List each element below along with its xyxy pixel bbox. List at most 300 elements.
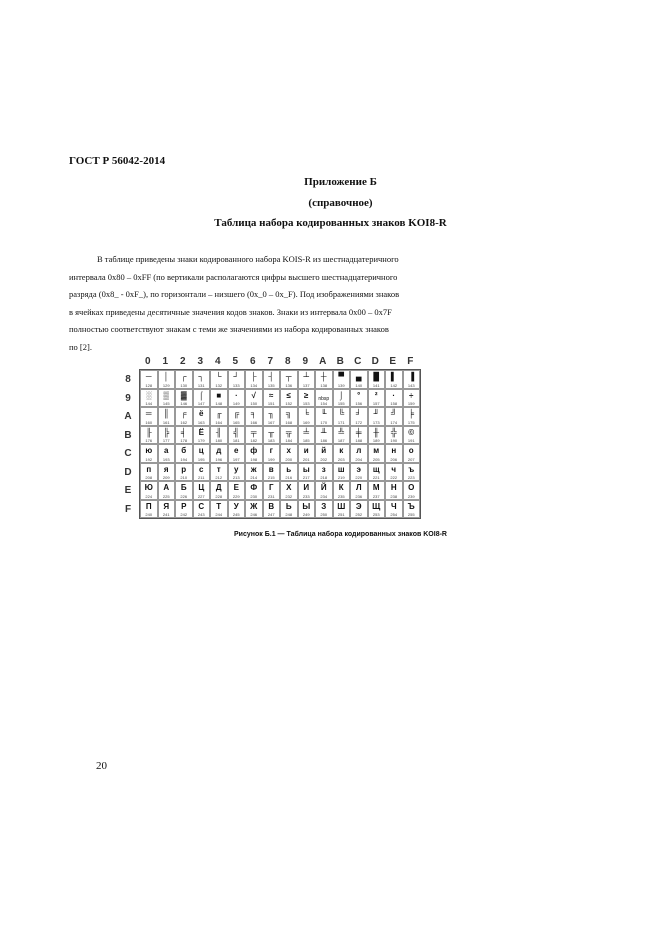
cell-glyph: ╠ bbox=[163, 427, 170, 437]
cell-code: 238 bbox=[390, 493, 398, 499]
code-cell bbox=[403, 481, 421, 500]
column-header: C bbox=[354, 356, 362, 367]
cell-glyph: р bbox=[181, 464, 187, 474]
cell-code: 132 bbox=[215, 382, 223, 388]
code-cell bbox=[263, 426, 281, 445]
cell-glyph: ╝ bbox=[390, 409, 397, 418]
cell-code: 234 bbox=[320, 493, 328, 499]
code-cell bbox=[333, 500, 351, 519]
cell-code: 159 bbox=[407, 401, 415, 406]
code-cell bbox=[158, 389, 176, 408]
cell-glyph: ╥ bbox=[268, 427, 275, 437]
cell-glyph: е bbox=[234, 446, 239, 455]
cell-code: 253 bbox=[372, 512, 380, 517]
cell-code: 135 bbox=[267, 382, 275, 388]
column-header: E bbox=[389, 356, 397, 367]
paragraph-line: В таблице приведены знаки кодированного набора KOIS-R из шестнадцатеричного bbox=[97, 254, 399, 264]
code-cell bbox=[315, 426, 333, 445]
cell-code: 222 bbox=[390, 475, 398, 480]
code-cell bbox=[140, 500, 158, 519]
code-cell bbox=[245, 444, 263, 463]
cell-glyph: ├ bbox=[250, 372, 257, 381]
row-header: E bbox=[124, 485, 132, 496]
cell-glyph: ы bbox=[302, 464, 310, 474]
code-cell bbox=[403, 463, 421, 482]
appendix-title: Приложение Б bbox=[304, 176, 377, 188]
cell-glyph: Ь bbox=[285, 501, 292, 511]
cell-glyph: █ bbox=[373, 372, 380, 381]
cell-glyph: ╕ bbox=[250, 409, 257, 418]
code-cell bbox=[193, 500, 211, 519]
cell-glyph: Ж bbox=[250, 501, 258, 511]
code-cell bbox=[333, 481, 351, 500]
cell-code: 241 bbox=[162, 512, 170, 517]
cell-glyph: Ю bbox=[144, 483, 153, 492]
code-cell bbox=[245, 407, 263, 426]
cell-code: 254 bbox=[390, 512, 398, 517]
code-cell bbox=[280, 463, 298, 482]
cell-glyph: ▐ bbox=[408, 372, 415, 381]
cell-code: 136 bbox=[285, 382, 293, 388]
code-cell bbox=[350, 426, 368, 445]
cell-code: 214 bbox=[250, 475, 258, 480]
column-header: 8 bbox=[284, 356, 291, 367]
code-cell bbox=[385, 500, 403, 519]
cell-code: 149 bbox=[232, 401, 240, 406]
cell-glyph: Е bbox=[233, 483, 239, 492]
code-cell bbox=[140, 444, 158, 463]
cell-glyph: ╔ bbox=[233, 409, 240, 418]
code-cell bbox=[350, 389, 368, 408]
cell-code: 227 bbox=[197, 493, 205, 499]
cell-code: 178 bbox=[180, 438, 188, 443]
cell-glyph: ≥ bbox=[304, 390, 309, 400]
cell-code: 226 bbox=[180, 493, 188, 499]
cell-glyph: ⌡ bbox=[338, 390, 344, 400]
cell-glyph: У bbox=[233, 501, 239, 511]
cell-code: 197 bbox=[232, 456, 240, 462]
cell-code: 252 bbox=[355, 512, 363, 517]
cell-glyph: ÷ bbox=[409, 390, 414, 400]
cell-code: 176 bbox=[145, 438, 153, 443]
cell-code: 235 bbox=[337, 493, 345, 499]
cell-glyph: й bbox=[321, 446, 327, 455]
code-cell bbox=[280, 389, 298, 408]
cell-code: 231 bbox=[267, 493, 275, 499]
column-header: 5 bbox=[232, 356, 239, 367]
cell-code: 143 bbox=[407, 382, 415, 388]
code-cell bbox=[298, 389, 316, 408]
cell-glyph: ш bbox=[337, 464, 345, 474]
cell-glyph: ╒ bbox=[180, 409, 187, 418]
code-cell bbox=[368, 463, 386, 482]
cell-code: 195 bbox=[197, 456, 205, 462]
code-cell bbox=[175, 444, 193, 463]
cell-code: 133 bbox=[232, 382, 240, 388]
code-cell bbox=[263, 463, 281, 482]
code-cell bbox=[350, 463, 368, 482]
cell-glyph: Г bbox=[268, 483, 274, 492]
figure-caption: Рисунок Б.1 — Таблица набора кодированных знаков KOI8-R bbox=[234, 531, 447, 538]
column-header: D bbox=[371, 356, 379, 367]
code-cell bbox=[158, 481, 176, 500]
code-cell bbox=[175, 426, 193, 445]
cell-code: 205 bbox=[372, 456, 380, 462]
cell-code: 193 bbox=[162, 456, 170, 462]
cell-code: 148 bbox=[215, 401, 223, 406]
code-cell bbox=[315, 500, 333, 519]
code-cell bbox=[368, 426, 386, 445]
code-cell bbox=[350, 370, 368, 389]
code-cell bbox=[403, 407, 421, 426]
code-cell bbox=[175, 389, 193, 408]
cell-code: 240 bbox=[145, 512, 153, 517]
code-cell bbox=[315, 370, 333, 389]
cell-glyph: ▌ bbox=[390, 372, 397, 381]
code-cell bbox=[210, 463, 228, 482]
cell-glyph: М bbox=[372, 483, 380, 492]
cell-code: 194 bbox=[180, 456, 188, 462]
code-cell bbox=[193, 444, 211, 463]
cell-code: 130 bbox=[180, 382, 188, 388]
code-cell bbox=[140, 481, 158, 500]
cell-glyph: п bbox=[146, 464, 152, 474]
code-cell bbox=[175, 463, 193, 482]
cell-glyph: б bbox=[181, 446, 187, 455]
cell-glyph: а bbox=[164, 446, 169, 455]
page-number: 20 bbox=[96, 760, 107, 772]
cell-code: 158 bbox=[390, 401, 398, 406]
cell-code: 224 bbox=[145, 493, 153, 499]
cell-code: 211 bbox=[198, 475, 205, 480]
cell-code: 210 bbox=[180, 475, 188, 480]
cell-code: 187 bbox=[337, 438, 345, 443]
code-cell bbox=[140, 370, 158, 389]
code-cell bbox=[298, 407, 316, 426]
column-header: 1 bbox=[162, 356, 169, 367]
code-cell bbox=[368, 444, 386, 463]
cell-glyph: ┐ bbox=[198, 372, 205, 381]
cell-code: 141 bbox=[372, 382, 380, 388]
cell-glyph: Э bbox=[355, 501, 362, 511]
code-cell bbox=[280, 407, 298, 426]
cell-glyph: н bbox=[391, 446, 397, 455]
cell-code: 173 bbox=[372, 419, 380, 425]
code-cell bbox=[175, 370, 193, 389]
cell-glyph: В bbox=[268, 501, 275, 511]
cell-code: 177 bbox=[162, 438, 170, 443]
cell-code: 250 bbox=[320, 512, 328, 517]
cell-glyph: ╧ bbox=[303, 427, 310, 437]
cell-code: 212 bbox=[215, 475, 223, 480]
code-cell bbox=[350, 481, 368, 500]
cell-code: 207 bbox=[407, 456, 415, 462]
code-cell bbox=[210, 481, 228, 500]
row-header: 8 bbox=[125, 374, 131, 385]
code-cell bbox=[333, 370, 351, 389]
cell-code: 142 bbox=[390, 382, 398, 388]
cell-glyph: ь bbox=[286, 464, 292, 474]
code-cell bbox=[403, 370, 421, 389]
code-cell bbox=[263, 407, 281, 426]
cell-code: 219 bbox=[337, 475, 345, 480]
code-cell bbox=[368, 500, 386, 519]
code-cell bbox=[210, 370, 228, 389]
cell-code: 154 bbox=[320, 401, 328, 406]
cell-glyph: ╟ bbox=[145, 427, 152, 437]
cell-glyph: Р bbox=[181, 501, 187, 511]
cell-glyph: ┤ bbox=[268, 372, 275, 381]
code-cell bbox=[350, 444, 368, 463]
cell-code: 128 bbox=[145, 382, 153, 388]
cell-code: 217 bbox=[302, 475, 310, 480]
code-cell bbox=[298, 463, 316, 482]
code-cell bbox=[333, 426, 351, 445]
cell-glyph: с bbox=[199, 464, 204, 474]
code-cell bbox=[210, 500, 228, 519]
column-header: 4 bbox=[214, 356, 221, 367]
cell-glyph: Х bbox=[286, 483, 292, 492]
cell-code: 236 bbox=[355, 493, 363, 499]
column-header: F bbox=[407, 356, 414, 367]
cell-code: 140 bbox=[355, 382, 363, 388]
cell-glyph: ┴ bbox=[303, 372, 310, 381]
cell-glyph: │ bbox=[163, 372, 169, 381]
code-cell bbox=[245, 389, 263, 408]
code-cell bbox=[228, 481, 246, 500]
code-cell bbox=[280, 370, 298, 389]
cell-glyph: щ bbox=[372, 464, 380, 474]
cell-glyph: ╘ bbox=[303, 409, 310, 418]
cell-code: 200 bbox=[285, 456, 293, 462]
cell-glyph: ▄ bbox=[355, 372, 362, 381]
cell-glyph: ▒ bbox=[163, 390, 170, 400]
code-cell bbox=[193, 389, 211, 408]
cell-glyph: З bbox=[321, 501, 327, 511]
cell-code: 183 bbox=[267, 438, 275, 443]
cell-glyph: э bbox=[356, 464, 361, 474]
cell-glyph: я bbox=[163, 464, 169, 474]
cell-glyph: х bbox=[286, 446, 291, 455]
cell-glyph: ч bbox=[391, 464, 397, 474]
code-cell bbox=[298, 370, 316, 389]
code-cell bbox=[263, 370, 281, 389]
cell-glyph: ┬ bbox=[285, 372, 292, 381]
cell-code: 191 bbox=[407, 438, 415, 443]
cell-code: 171 bbox=[337, 419, 345, 425]
cell-code: 188 bbox=[355, 438, 363, 443]
cell-glyph: л bbox=[356, 446, 362, 455]
code-cell bbox=[350, 407, 368, 426]
code-cell bbox=[385, 481, 403, 500]
code-cell bbox=[158, 463, 176, 482]
code-cell bbox=[210, 444, 228, 463]
code-cell bbox=[245, 370, 263, 389]
cell-code: 153 bbox=[302, 401, 310, 406]
code-cell bbox=[193, 463, 211, 482]
cell-code: 237 bbox=[372, 493, 380, 499]
paragraph-line: разряда (0x8_ - 0xF_), по горизонтали – низшего (0x_0 – 0x_F). Под изображениями знаков bbox=[69, 289, 400, 299]
cell-glyph: Ш bbox=[337, 501, 346, 511]
code-cell bbox=[158, 407, 176, 426]
cell-code: 229 bbox=[232, 493, 240, 499]
paragraph-line: полностью соответствуют знакам с теми же значениями из набора кодированных знаков bbox=[69, 324, 389, 334]
cell-glyph: ≤ bbox=[286, 390, 291, 400]
cell-glyph: Ё bbox=[198, 427, 204, 437]
cell-code: 244 bbox=[215, 512, 223, 517]
cell-code: 243 bbox=[197, 512, 205, 517]
code-cell bbox=[245, 500, 263, 519]
code-cell bbox=[193, 407, 211, 426]
cell-code: 156 bbox=[355, 401, 363, 406]
cell-code: 152 bbox=[285, 401, 293, 406]
row-header: D bbox=[124, 466, 132, 478]
cell-glyph: С bbox=[198, 501, 205, 511]
cell-glyph: ▓ bbox=[180, 390, 187, 400]
cell-glyph: д bbox=[216, 446, 222, 455]
row-header: C bbox=[124, 448, 132, 459]
code-cell bbox=[228, 500, 246, 519]
code-cell bbox=[298, 426, 316, 445]
row-header: F bbox=[124, 503, 132, 515]
document-id: ГОСТ Р 56042-2014 bbox=[69, 155, 166, 167]
code-cell bbox=[158, 370, 176, 389]
code-cell bbox=[403, 389, 421, 408]
cell-glyph: К bbox=[338, 483, 344, 492]
column-header: 9 bbox=[302, 356, 309, 367]
cell-glyph: ┘ bbox=[233, 372, 240, 381]
code-cell bbox=[245, 481, 263, 500]
cell-glyph: ■ bbox=[216, 390, 222, 400]
cell-glyph: Н bbox=[390, 483, 397, 492]
code-cell bbox=[140, 426, 158, 445]
cell-glyph: Ы bbox=[302, 501, 311, 511]
code-cell bbox=[315, 407, 333, 426]
cell-code: 255 bbox=[407, 512, 415, 517]
code-cell bbox=[385, 389, 403, 408]
cell-glyph: ╖ bbox=[268, 409, 275, 418]
code-cell bbox=[210, 426, 228, 445]
cell-code: 213 bbox=[232, 475, 240, 480]
code-cell bbox=[368, 407, 386, 426]
code-cell bbox=[280, 481, 298, 500]
cell-code: 196 bbox=[215, 456, 223, 462]
cell-glyph: ≈ bbox=[269, 390, 274, 400]
code-cell bbox=[385, 444, 403, 463]
cell-code: 251 bbox=[337, 512, 345, 517]
cell-glyph: ░ bbox=[145, 390, 152, 400]
cell-code: 225 bbox=[162, 493, 170, 499]
cell-glyph: ╨ bbox=[320, 427, 327, 437]
cell-code: 166 bbox=[250, 419, 258, 425]
cell-glyph: ╡ bbox=[180, 427, 187, 437]
cell-code: 145 bbox=[162, 401, 170, 406]
code-cell bbox=[228, 407, 246, 426]
cell-code: 247 bbox=[267, 512, 275, 517]
code-cell bbox=[228, 444, 246, 463]
code-grid bbox=[139, 369, 421, 519]
cell-code: 232 bbox=[285, 493, 293, 499]
code-cell bbox=[280, 444, 298, 463]
cell-glyph: ╗ bbox=[285, 409, 292, 418]
cell-glyph: у bbox=[234, 464, 239, 474]
cell-glyph: з bbox=[321, 464, 326, 474]
code-cell bbox=[385, 370, 403, 389]
cell-code: 249 bbox=[302, 512, 310, 517]
cell-glyph: О bbox=[408, 483, 415, 492]
cell-glyph: ╤ bbox=[250, 427, 257, 437]
code-cell bbox=[280, 426, 298, 445]
row-header: A bbox=[124, 411, 132, 422]
cell-code: 155 bbox=[337, 401, 345, 406]
code-cell bbox=[210, 389, 228, 408]
cell-code: 233 bbox=[302, 493, 310, 499]
code-cell bbox=[350, 500, 368, 519]
cell-glyph: ° bbox=[357, 390, 361, 400]
cell-code: 220 bbox=[355, 475, 363, 480]
code-cell bbox=[158, 426, 176, 445]
cell-glyph: ╙ bbox=[320, 409, 327, 418]
cell-code: 204 bbox=[355, 456, 363, 462]
cell-code: 144 bbox=[145, 401, 153, 406]
paragraph-line: в ячейках приведены десятичные значения кодов знаков. Знаки из интервала 0x00 – 0x7F bbox=[69, 306, 392, 317]
cell-code: 162 bbox=[180, 419, 188, 425]
cell-glyph: © bbox=[408, 427, 415, 437]
cell-code: 131 bbox=[197, 382, 205, 388]
cell-glyph: ∙ bbox=[235, 390, 238, 400]
code-cell bbox=[158, 500, 176, 519]
cell-code: 174 bbox=[390, 419, 398, 425]
cell-code: 186 bbox=[320, 438, 328, 443]
cell-code: 165 bbox=[232, 419, 240, 425]
cell-code: 137 bbox=[302, 382, 310, 388]
cell-code: 203 bbox=[337, 456, 345, 462]
cell-glyph: Т bbox=[216, 501, 222, 511]
code-cell bbox=[280, 500, 298, 519]
code-cell bbox=[385, 463, 403, 482]
code-cell bbox=[263, 444, 281, 463]
cell-glyph: ╩ bbox=[338, 427, 345, 437]
cell-code: 198 bbox=[250, 456, 258, 462]
code-cell bbox=[403, 426, 421, 445]
cell-code: 242 bbox=[180, 512, 188, 517]
cell-code: 157 bbox=[372, 401, 380, 406]
cell-glyph: ╦ bbox=[285, 427, 292, 437]
cell-glyph: Л bbox=[355, 483, 362, 492]
code-cell bbox=[245, 426, 263, 445]
cell-glyph: · bbox=[392, 390, 396, 400]
cell-glyph: ║ bbox=[163, 409, 170, 418]
column-header: 6 bbox=[249, 356, 256, 367]
cell-glyph: к bbox=[339, 446, 344, 455]
cell-glyph: ╞ bbox=[408, 409, 415, 418]
code-cell bbox=[263, 500, 281, 519]
code-cell bbox=[368, 481, 386, 500]
code-cell bbox=[333, 463, 351, 482]
cell-code: 180 bbox=[215, 438, 223, 443]
cell-code: 228 bbox=[215, 493, 223, 499]
cell-glyph: ц bbox=[198, 446, 204, 455]
cell-code: 239 bbox=[407, 493, 415, 499]
cell-glyph: П bbox=[145, 501, 152, 511]
cell-glyph: ╢ bbox=[215, 427, 222, 437]
code-cell bbox=[245, 463, 263, 482]
code-cell bbox=[193, 370, 211, 389]
code-cell bbox=[193, 426, 211, 445]
code-cell bbox=[228, 370, 246, 389]
cell-code: 168 bbox=[285, 419, 293, 425]
code-cell bbox=[298, 444, 316, 463]
